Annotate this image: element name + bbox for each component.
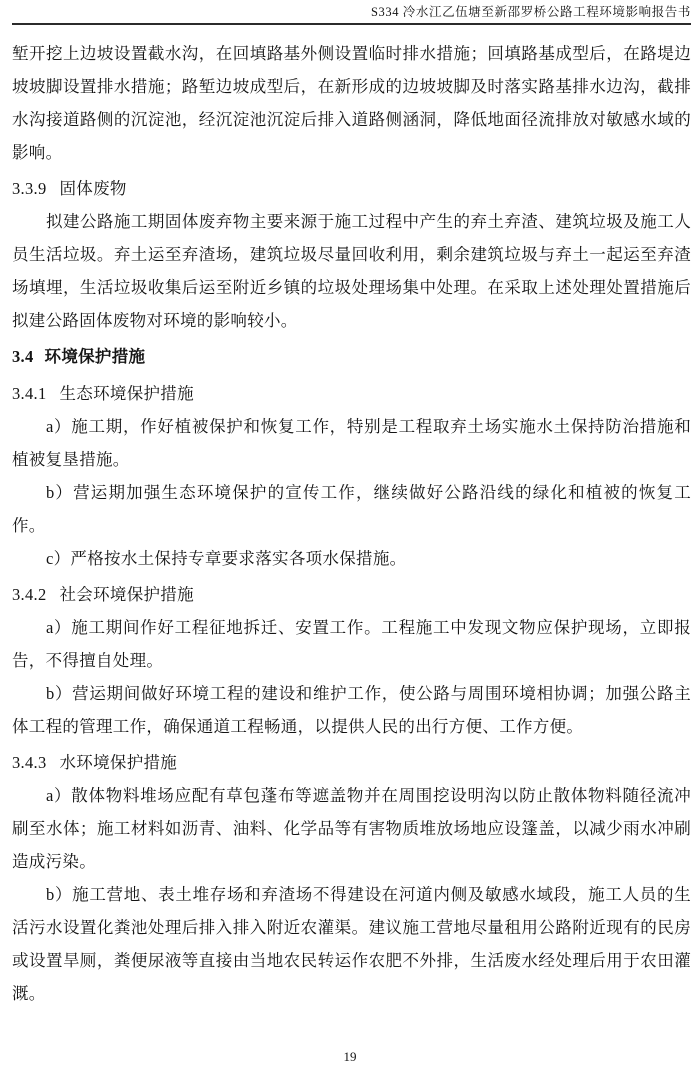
section-number: 3.4.1 bbox=[12, 384, 47, 403]
section-heading-3-4-2 bbox=[12, 578, 691, 611]
section-title: 环境保护措施 bbox=[44, 348, 146, 366]
section-heading-3-4-3 bbox=[12, 746, 691, 779]
list-item-paragraph: c）严格按水土保持专章要求落实各项水保措施。 bbox=[46, 549, 407, 568]
list-item-paragraph: a）施工期间作好工程征地拆迁、安置工作。工程施工中发现文物应保护现场，立即报告，不得擅自处理。 bbox=[12, 618, 691, 670]
header-rule bbox=[12, 23, 691, 25]
body-paragraph: 拟建公路施工期固体废弃物主要来源于施工过程中产生的弃土弃渣、建筑垃圾及施工人员生活垃圾。弃土运至弃渣场，建筑垃圾尽量回收利用，剩余建筑垃圾与弃土一起运至弃渣场填埋，生活垃圾收集后运至附近乡镇的垃圾处理场集中处理。在采取上述处理处置措施后拟建公路固体废物对环境的影响较小。 bbox=[12, 212, 691, 330]
section-number: 3.3.9 bbox=[12, 179, 47, 198]
running-header-title: S334 冷水江乙伍塘至新邵罗桥公路工程环境影响报告书 bbox=[370, 5, 691, 19]
list-item-paragraph: a）施工期，作好植被保护和恢复工作，特别是工程取弃土场实施水土保持防治措施和植被复垦措施。 bbox=[12, 417, 691, 469]
body-paragraph: 堑开挖上边坡设置截水沟，在回填路基外侧设置临时排水措施；回填路基成型后，在路堤边坡坡脚设置排水措施；路堑边坡成型后，在新形成的边坡坡脚及时落实路基排水边沟，截排水沟接道路侧的沉淀池，经沉淀池沉淀后排入道路侧涵洞，降低地面径流排放对敏感水域的影响。 bbox=[12, 44, 691, 162]
section-heading-3-4 bbox=[12, 340, 691, 374]
section-heading-3-3-9 bbox=[12, 172, 691, 205]
list-item-paragraph: b）施工营地、表土堆存场和弃渣场不得建设在河道内侧及敏感水域段，施工人员的生活污水设置化粪池处理后排入排入附近农灌渠。建议施工营地尽量租用公路附近现有的民房或设置旱厕，粪便尿液等直接由当地农民转运作农肥不外排，生活废水经处理后用于农田灌溉。 bbox=[12, 885, 691, 1003]
section-title: 水环境保护措施 bbox=[59, 753, 178, 772]
list-item-paragraph: b）营运期加强生态环境保护的宣传工作，继续做好公路沿线的绿化和植被的恢复工作。 bbox=[12, 483, 691, 535]
section-title: 生态环境保护措施 bbox=[59, 384, 194, 403]
section-number: 3.4 bbox=[12, 347, 34, 366]
page-number: 19 bbox=[343, 1049, 357, 1064]
section-number: 3.4.2 bbox=[12, 585, 47, 604]
section-title: 固体废物 bbox=[59, 179, 127, 198]
list-item-paragraph: b）营运期间做好环境工程的建设和维护工作，使公路与周围环境相协调；加强公路主体工程的管理工作，确保通道工程畅通，以提供人民的出行方便、工作方便。 bbox=[12, 684, 691, 736]
list-item-paragraph: a）散体物料堆场应配有草包蓬布等遮盖物并在周围挖设明沟以防止散体物料随径流冲刷至水体；施工材料如沥青、油料、化学品等有害物质堆放场地应设篷盖，以减少雨水冲刷造成污染。 bbox=[12, 786, 691, 871]
section-title: 社会环境保护措施 bbox=[59, 585, 194, 604]
section-number: 3.4.3 bbox=[12, 753, 47, 772]
section-heading-3-4-1 bbox=[12, 377, 691, 410]
document-body bbox=[0, 37, 700, 1010]
